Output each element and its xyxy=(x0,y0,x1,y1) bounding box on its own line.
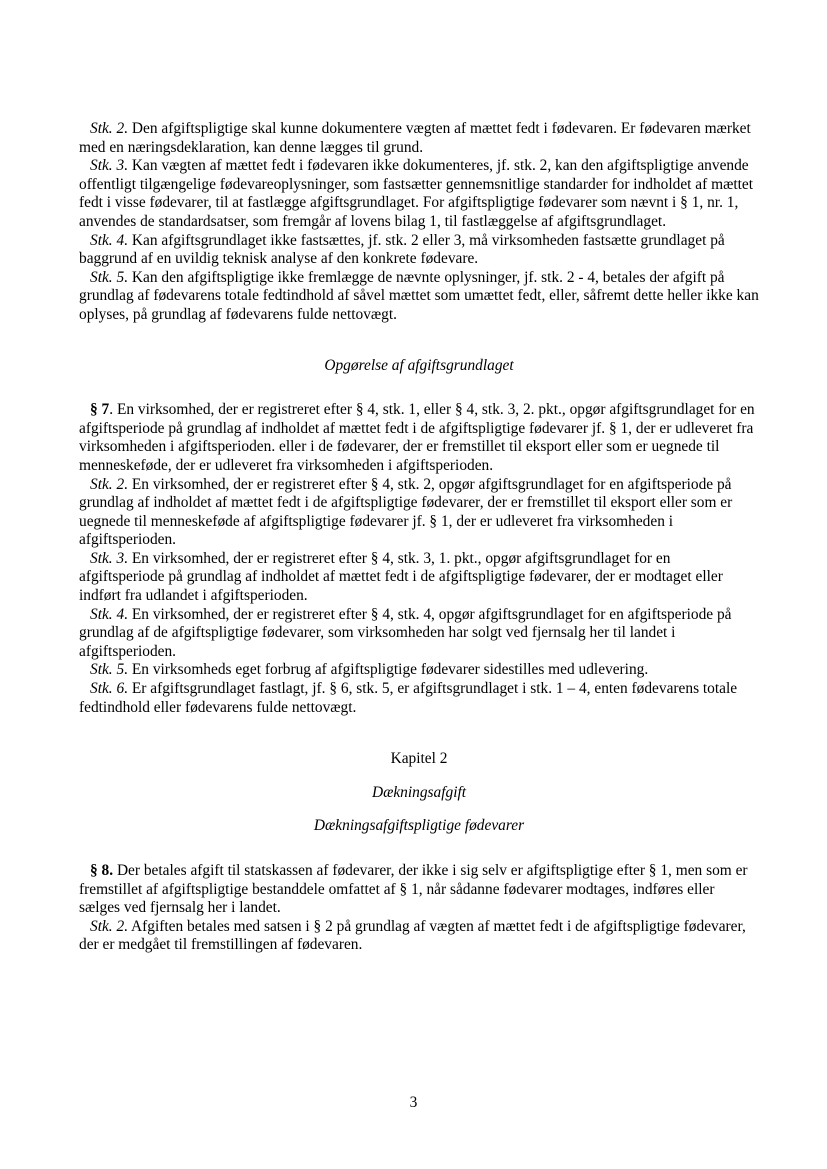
paragraph-8 xyxy=(79,862,759,918)
stk-text: Kan afgiftsgrundlaget ikke fastsættes, jf. stk. 2 eller 3, må virksomheden fastsætte grundlaget på baggrund af en uvildig teknisk analyse af den konkrete fødevare. xyxy=(79,231,725,268)
stk-text: Kan vægten af mættet fedt i fødevaren ikke dokumenteres, jf. stk. 2, kan den afgiftspligtige anvende offentligt tilgængelige fødevareoplysninger, som fastsætter gennemsnitlige standarder for indholdet af mættet fedt i visse fødevarer, til at fastlægge afgiftsgrundlaget. For afgiftspligtige fødevarer som nævnt i § 1, nr. 1, anvendes de standardsatser, som fremgår af lovens bilag 1, til fastlæggelse af afgiftsgrundlaget. xyxy=(79,157,753,230)
p8-stk2 xyxy=(79,918,759,955)
p6-stk2 xyxy=(79,120,759,157)
chapter-title: Dækningsafgift xyxy=(371,783,467,801)
p7-stk4 xyxy=(79,606,759,662)
stk-text: Den afgiftspligtige skal kunne dokumentere vægten af mættet fedt i fødevaren. Er fødevaren mærket med en næringsdeklaration, kan denne lægges til grund. xyxy=(79,120,751,156)
stk-label: Stk. 4. xyxy=(90,231,129,249)
section-heading-daekning: Dækningsafgiftspligtige fødevarer xyxy=(313,817,525,835)
section-heading-opgoerelse: Opgørelse af afgiftsgrundlaget xyxy=(324,356,514,374)
stk-text: Er afgiftsgrundlaget fastlagt, jf. § 6, stk. 5, er afgiftsgrundlaget i stk. 1 – 4, enten fødevarens totale fedtindhold eller fødevarens fulde nettovægt. xyxy=(79,680,738,716)
stk-label: Stk. 3. xyxy=(90,157,129,175)
stk-text: En virksomhed, der er registreret efter § 4, stk. 3, 1. pkt., opgør afgiftsgrundlaget for en afgiftsperiode på grundlag af indholdet af mættet fedt i de afgiftspligtige fødevarer, der er modtaget eller indført fra udlandet i afgiftsperioden. xyxy=(79,549,723,605)
stk-text: Kan den afgiftspligtige ikke fremlægge de nævnte oplysninger, jf. stk. 2 - 4, betales der afgift på grundlag af fødevarens totale fedtindhold af såvel mættet som umættet fedt, eller, såfremt dette heller ikke kan oplyses, på grundlag af fødevarens fulde nettovægt. xyxy=(79,268,759,323)
paragraph-text: . En virksomhed, der er registreret efter § 4, stk. 1, eller § 4, stk. 3, 2. pkt., opgør afgiftsgrundlaget for en afgiftsperiode på grundlag af indholdet af mættet fedt i de afgiftspligtige fødevarer jf. § 1, der er udleveret fra virksomheden i afgiftsperioden. eller i de fødevarer, der er fremstillet til eksport eller som er uegnede til menneskeføde, der er udleveret fra virksomheden i afgiftsperioden. xyxy=(79,401,755,474)
stk-text: En virksomhed, der er registreret efter § 4, stk. 2, opgør afgiftsgrundlaget for en afgiftsperiode på grundlag af indholdet af mættet fedt i de afgiftspligtige fødevarer, der er fremstillet til eksport eller som er uegnede til menneskeføde af afgiftspligtige fødevarer jf. § 1, der er udleveret fra virksomheden i afgiftsperioden. xyxy=(79,475,733,549)
stk-label: Stk. 4. xyxy=(90,605,129,623)
p7-stk3 xyxy=(79,550,759,606)
stk-label: Stk. 2. xyxy=(90,917,129,935)
page-number: 3 xyxy=(409,1094,418,1111)
paragraph-number: § 7 xyxy=(90,401,110,419)
p6-stk3 xyxy=(79,157,759,231)
p6-stk4 xyxy=(79,232,759,269)
stk-label: Stk. 6. xyxy=(90,680,129,698)
stk-label: Stk. 3. xyxy=(90,549,129,567)
paragraph-text: Der betales afgift til statskassen af fødevarer, der ikke i sig selv er afgiftspligtige efter § 1, men som er fremstillet af afgiftspligtige bestanddele omfattet af § 1, når sådanne fødevarer modtages, indføres eller sælges ved fjernsalg her i landet. xyxy=(79,862,748,917)
stk-label: Stk. 5. xyxy=(90,661,129,679)
stk-label: Stk. 5. xyxy=(90,268,129,286)
stk-label: Stk. 2. xyxy=(90,475,129,493)
stk-text: En virksomhed, der er registreret efter § 4, stk. 4, opgør afgiftsgrundlaget for en afgiftsperiode på grundlag af de afgiftspligtige fødevarer, som virksomheden har solgt ved fjernsalg her til landet i afgiftsperioden. xyxy=(79,605,732,660)
document-page xyxy=(79,120,759,955)
chapter-number: Kapitel 2 xyxy=(390,750,448,768)
p6-stk5 xyxy=(79,269,759,325)
paragraph-7 xyxy=(79,401,759,475)
p7-stk5 xyxy=(79,661,759,680)
p7-stk6 xyxy=(79,680,759,717)
stk-text: En virksomheds eget forbrug af afgiftspligtige fødevarer sidestilles med udlevering. xyxy=(128,661,649,679)
p7-stk2 xyxy=(79,476,759,550)
stk-label: Stk. 2. xyxy=(90,120,129,137)
stk-text: Afgiften betales med satsen i § 2 på grundlag af vægten af mættet fedt i de afgiftspligtige fødevarer, der er medgået til fremstillingen af fødevaren. xyxy=(79,917,746,954)
paragraph-number: § 8. xyxy=(90,862,114,879)
